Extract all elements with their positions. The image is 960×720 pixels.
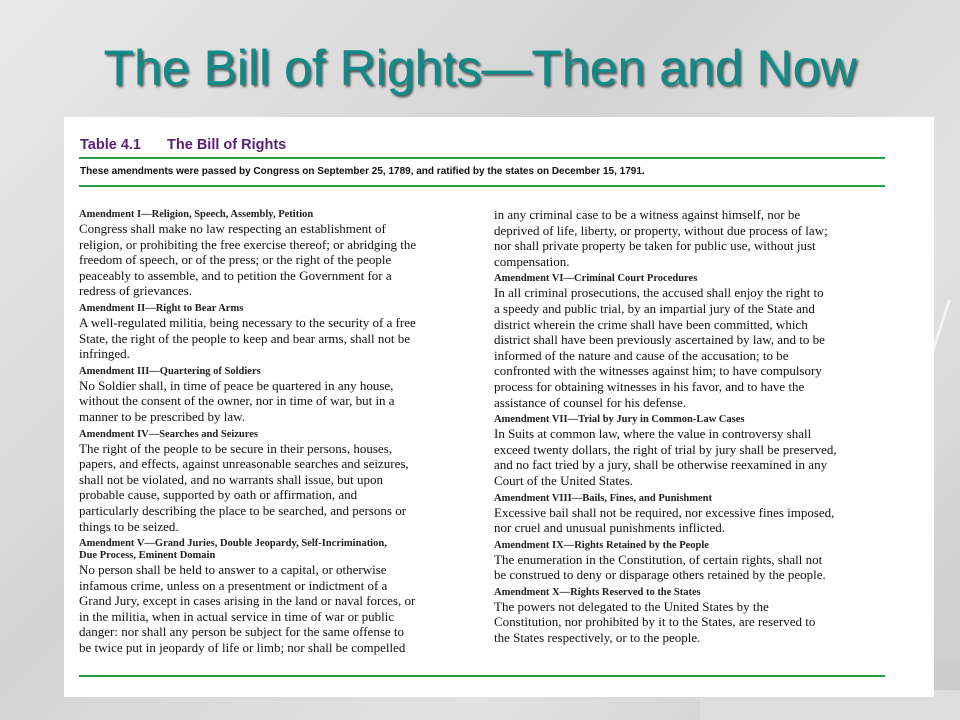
table-label: Table 4.1 [80, 137, 141, 153]
amendment-text: No Soldier shall, in time of peace be quartered in any house, without the consent of the owner, nor in time of war, but in a manner to be prescribed by law. [79, 377, 395, 424]
amendment-text: In all criminal prosecutions, the accused shall enjoy the right to a speedy and public trial, by an impartial jury of the State and district wherein the crime shall have been committed, which district shall have been previously ascertained by law, and to be informed of the nature and cause of the accusation; to be confronted with the witnesses against him; to have compulsory process for obtaining witnesses in his favor, and to have the assistance of counsel for his defense. [494, 285, 825, 410]
amendment-7 [494, 414, 884, 488]
table-header [80, 137, 286, 153]
divider [79, 675, 885, 677]
amendment-text: The enumeration in the Constitution, of certain rights, shall not be construed to deny or disparage others retained by the people. [494, 551, 826, 583]
left-column [79, 209, 469, 660]
amendment-8 [494, 493, 884, 536]
slide-title: The Bill of Rights—Then and Now [103, 40, 857, 96]
amendment-text: In Suits at common law, where the value in controversy shall exceed twenty dollars, the right of trial by jury shall be preserved, and no fact tried by a jury, shall be otherwise reexamined in any Court of the United States. [494, 426, 837, 488]
amendment-9 [494, 540, 884, 583]
amendment-heading: Amendment IX—Rights Retained by the People [494, 539, 709, 551]
amendment-text: Excessive bail shall not be required, nor excessive fines imposed, nor cruel and unusual punishments inflicted. [494, 504, 835, 536]
amendment-2 [79, 303, 469, 362]
amendment-heading: Amendment X—Rights Reserved to the States [494, 586, 701, 598]
amendment-text: The powers not delegated to the United States by the Constitution, nor prohibited by it to the States, are reserved to the States respectively, or to the people. [494, 598, 816, 646]
amendment-text: in any criminal case to be a witness against himself, nor be deprived of life, liberty, or property, without due process of law; nor shall private property be taken for public use, without just compensation. [494, 207, 828, 269]
right-column [494, 207, 884, 650]
amendment-text: The right of the people to be secure in their persons, houses, papers, and effects, against unreasonable searches and seizures, shall not be violated, and no warrants shall issue, but upon probable cause, supported by oath or affirmation, and particularly describing the place to be searched, and persons or things to be seized. [79, 440, 409, 534]
table-title: The Bill of Rights [167, 137, 287, 153]
divider [79, 157, 885, 159]
divider [79, 185, 885, 187]
background-decoration [935, 600, 960, 660]
amendment-heading: Amendment VIII—Bails, Fines, and Punishment [494, 492, 713, 504]
table-image [64, 117, 934, 697]
amendment-text: No person shall be held to answer to a capital, or otherwise infamous crime, unless on a presentment or indictment of a Grand Jury, except in cases arising in the land or naval forces, or in the militia, when in actual service in time of war or public danger: nor shall any person be subject for the same offense to be twice put in jeopardy of life or limb; nor shall be compelled [79, 562, 416, 656]
amendment-4 [79, 429, 469, 535]
amendment-6 [494, 273, 884, 410]
amendment-text: A well-regulated militia, being necessary to the security of a free State, the right of the people to keep and bear arms, shall not be infringed. [79, 314, 416, 362]
amendment-1 [79, 209, 469, 299]
amendment-heading: Amendment III—Quartering of Soldiers [79, 365, 261, 377]
amendment-5-continued [494, 207, 884, 269]
amendment-5 [79, 538, 469, 656]
amendment-3 [79, 366, 469, 425]
amendment-heading: Amendment I—Religion, Speech, Assembly, Petition [79, 209, 314, 220]
amendment-10 [494, 587, 884, 646]
amendment-heading: Amendment V—Grand Juries, Double Jeopardy, Self-Incrimination, Due Process, Eminent Domain [79, 538, 387, 562]
amendment-text: Congress shall make no law respecting an establishment of religion, or prohibiting the free exercise thereof; or abridging the freedom of speech, or of the press; or the right of the people peaceably to assemble, and to petition the Government for a redress of grievances. [79, 221, 417, 299]
amendment-heading: Amendment VII—Trial by Jury in Common-Law Cases [494, 414, 745, 426]
amendment-heading: Amendment VI—Criminal Court Procedures [494, 273, 698, 285]
amendment-heading: Amendment II—Right to Bear Arms [79, 302, 244, 314]
table-intro: These amendments were passed by Congress on September 25, 1789, and ratified by the states on December 15, 1791. [80, 166, 645, 177]
amendment-heading: Amendment IV—Searches and Seizures [79, 428, 258, 440]
